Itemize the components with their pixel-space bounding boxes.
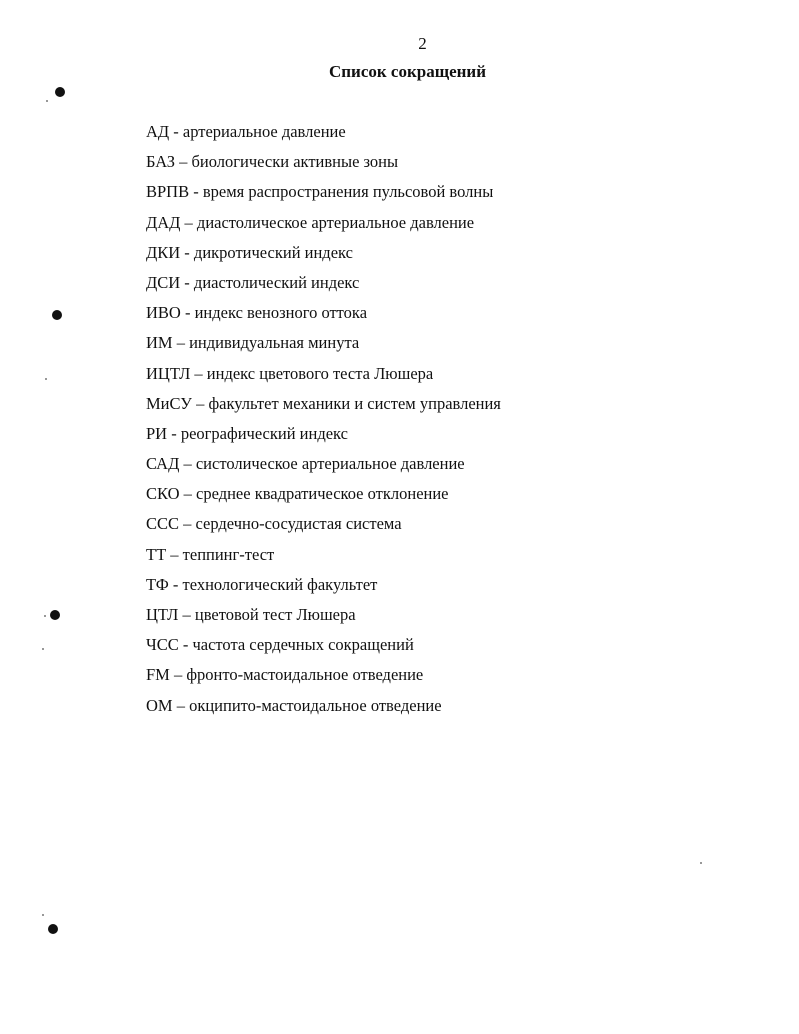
scan-speck — [700, 862, 702, 864]
punch-hole-mark — [48, 924, 58, 934]
abbreviation-item: РИ - реографический индекс — [146, 423, 348, 443]
abbreviation-item: ДАД – диастолическое артериальное давление — [146, 212, 475, 232]
scan-speck — [42, 914, 44, 916]
scan-speck — [45, 378, 47, 380]
page-number: 2 — [418, 34, 427, 53]
abbreviation-item: ДСИ - диастолический индекс — [146, 272, 360, 292]
punch-hole-mark — [52, 310, 62, 320]
page-title: Список сокращений — [328, 62, 487, 81]
abbreviation-item: ИМ – индивидуальная минута — [146, 333, 360, 353]
scan-speck — [44, 615, 46, 617]
scan-speck — [42, 648, 44, 650]
abbreviation-list — [146, 121, 501, 725]
abbreviation-item: ИВО - индекс венозного оттока — [146, 303, 368, 323]
abbreviation-item: СКО – среднее квадратическое отклонение — [146, 484, 449, 504]
abbreviation-item: ВРПВ - время распространения пульсовой волны — [146, 182, 494, 202]
abbreviation-item: ОМ – окципито-мастоидальное отведение — [146, 695, 442, 715]
abbreviation-item: ТТ – теппинг-тест — [146, 544, 275, 564]
abbreviation-item: ССС – сердечно-сосудистая система — [146, 514, 402, 534]
abbreviation-item: ЧСС - частота сердечных сокращений — [146, 635, 414, 655]
abbreviation-item: МиСУ – факультет механики и систем управления — [146, 393, 501, 413]
punch-hole-mark — [55, 87, 65, 97]
abbreviation-item: АД - артериальное давление — [146, 122, 346, 141]
abbreviation-item: ТФ - технологический факультет — [146, 574, 378, 594]
abbreviation-item: FM – фронто-мастоидальное отведение — [146, 665, 424, 685]
abbreviation-item: ИЦТЛ – индекс цветового теста Люшера — [146, 363, 434, 383]
scan-speck — [46, 100, 48, 102]
abbreviation-item: ЦТЛ – цветовой тест Люшера — [146, 605, 356, 624]
abbreviation-item: САД – систолическое артериальное давление — [146, 454, 465, 474]
punch-hole-mark — [50, 610, 60, 620]
abbreviation-item: ДКИ - дикротический индекс — [146, 242, 353, 262]
abbreviation-item: БАЗ – биологически активные зоны — [146, 152, 399, 172]
